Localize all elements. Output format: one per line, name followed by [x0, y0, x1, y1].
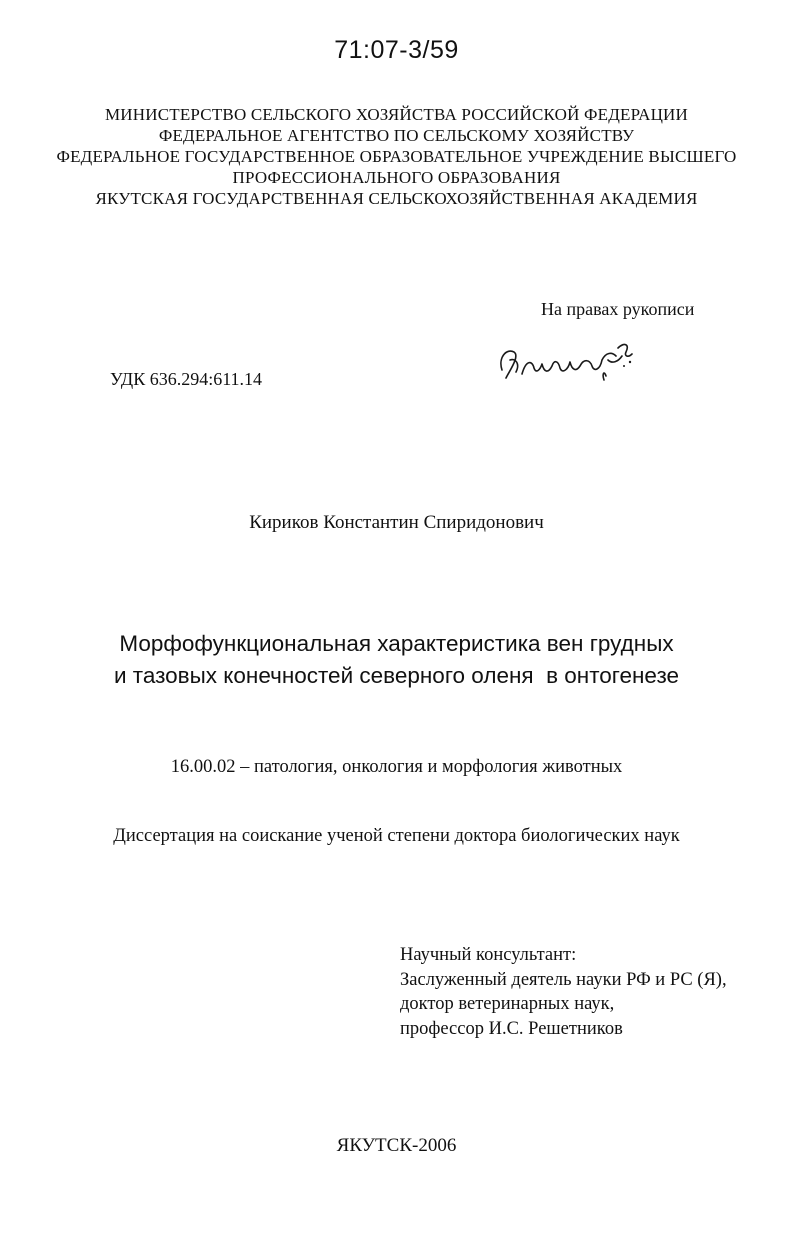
- specialty-code: 16.00.02 – патология, онкология и морфология животных: [170, 757, 623, 777]
- header-line-agency: ФЕДЕРАЛЬНОЕ АГЕНТСТВО ПО СЕЛЬСКОМУ ХОЗЯЙСТВУ: [158, 126, 635, 145]
- stamp-code-prefix: 71:07-: [334, 36, 409, 64]
- consultant-heading: Научный консультант:: [400, 945, 577, 965]
- scientific-consultant: [400, 943, 727, 1041]
- institution-header: [40, 104, 753, 209]
- archive-stamp-code: [0, 36, 793, 65]
- manuscript-rights-note: На правах рукописи: [541, 299, 695, 319]
- degree-statement: Диссертация на соискание ученой степени доктора биологических наук: [113, 826, 680, 846]
- dissertation-title: [40, 628, 753, 692]
- header-line-education: ПРОФЕССИОНАЛЬНОГО ОБРАЗОВАНИЯ: [232, 168, 561, 187]
- consultant-degree: доктор ветеринарных наук,: [400, 994, 615, 1014]
- consultant-name: профессор И.С. Решетников: [400, 1018, 623, 1039]
- author-name: Кириков Константин Спиридонович: [249, 512, 544, 533]
- city-year: ЯКУТСК-2006: [336, 1135, 457, 1156]
- handwritten-signature: [492, 330, 642, 390]
- header-line-institution: ФЕДЕРАЛЬНОЕ ГОСУДАРСТВЕННОЕ ОБРАЗОВАТЕЛЬНОЕ УЧРЕЖДЕНИЕ ВЫСШЕГО: [56, 147, 737, 166]
- header-line-ministry: МИНИСТЕРСТВО СЕЛЬСКОГО ХОЗЯЙСТВА РОССИЙСКОЙ ФЕДЕРАЦИИ: [104, 105, 689, 124]
- title-line-1: Морфофункциональная характеристика вен грудных: [119, 631, 674, 656]
- consultant-honor: Заслуженный деятель науки РФ и РС (Я),: [400, 969, 727, 990]
- stamp-code-suffix: 3/59: [408, 36, 459, 64]
- title-line-2: и тазовых конечностей северного оленя в онтогенезе: [113, 663, 680, 688]
- udk-code: УДК 636.294:611.14: [110, 369, 263, 389]
- header-line-academy: ЯКУТСКАЯ ГОСУДАРСТВЕННАЯ СЕЛЬСКОХОЗЯЙСТВЕННАЯ АКАДЕМИЯ: [95, 189, 698, 208]
